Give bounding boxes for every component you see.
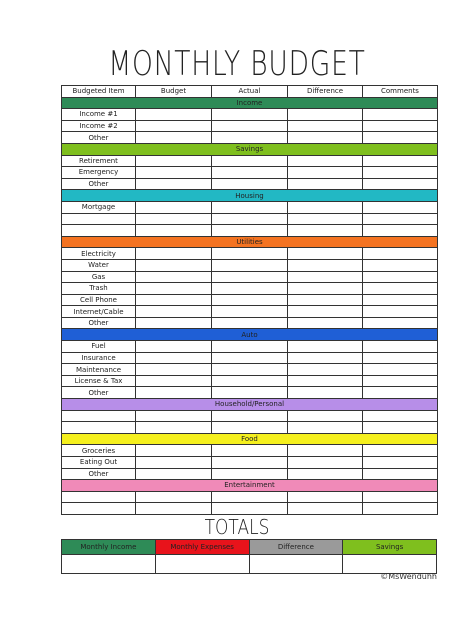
budget-entry-cell[interactable]	[212, 491, 288, 503]
budget-row	[62, 132, 438, 144]
budget-item-label: Other	[62, 178, 136, 190]
budget-entry-cell[interactable]	[363, 468, 438, 480]
budget-item-label: Mortgage	[62, 201, 136, 213]
budget-entry-cell[interactable]	[136, 387, 212, 399]
budget-entry-cell[interactable]	[363, 109, 438, 121]
budget-row	[62, 422, 438, 434]
budget-item-label: Water	[62, 259, 136, 271]
budget-entry-cell[interactable]	[136, 109, 212, 121]
budget-entry-cell[interactable]	[288, 457, 363, 469]
budget-entry-cell[interactable]	[288, 306, 363, 318]
budget-row	[62, 375, 438, 387]
budget-item-label: License & Tax	[62, 375, 136, 387]
budget-entry-cell[interactable]	[136, 167, 212, 179]
budget-entry-cell[interactable]	[288, 283, 363, 295]
budget-entry-cell[interactable]	[363, 201, 438, 213]
budget-entry-cell[interactable]	[363, 120, 438, 132]
credit-text: ©MsWenduhh	[380, 572, 437, 581]
budget-entry-cell[interactable]	[363, 457, 438, 469]
section-header-row	[62, 329, 438, 341]
section-header-row	[62, 399, 438, 411]
budget-row	[62, 387, 438, 399]
budget-entry-cell[interactable]	[212, 109, 288, 121]
budget-entry-cell[interactable]	[363, 375, 438, 387]
budget-item-label	[62, 213, 136, 225]
column-header: Difference	[288, 86, 363, 98]
budget-entry-cell[interactable]	[212, 283, 288, 295]
budget-entry-cell[interactable]	[212, 503, 288, 515]
section-header-row	[62, 97, 438, 109]
budget-entry-cell[interactable]	[212, 213, 288, 225]
budget-entry-cell[interactable]	[288, 364, 363, 376]
budget-row	[62, 225, 438, 237]
budget-entry-cell[interactable]	[212, 468, 288, 480]
page-title: MONTHLY BUDGET	[108, 44, 366, 84]
totals-header-difference: Difference	[249, 540, 343, 555]
section-header: Household/Personal	[62, 399, 438, 411]
budget-row	[62, 213, 438, 225]
budget-entry-cell[interactable]	[288, 155, 363, 167]
budget-entry-cell[interactable]	[212, 259, 288, 271]
budget-entry-cell[interactable]	[212, 225, 288, 237]
budget-row	[62, 248, 438, 260]
budget-entry-cell[interactable]	[288, 445, 363, 457]
budget-entry-cell[interactable]	[136, 120, 212, 132]
budget-entry-cell[interactable]	[212, 387, 288, 399]
totals-title: TOTALS	[204, 515, 270, 539]
budget-row	[62, 120, 438, 132]
budget-entry-cell[interactable]	[212, 120, 288, 132]
section-header: Entertainment	[62, 480, 438, 492]
budget-item-label: Other	[62, 387, 136, 399]
budget-entry-cell[interactable]	[136, 259, 212, 271]
budget-item-label: Emergency	[62, 167, 136, 179]
budget-entry-cell[interactable]	[363, 364, 438, 376]
budget-entry-cell[interactable]	[288, 341, 363, 353]
budget-entry-cell[interactable]	[288, 294, 363, 306]
budget-item-label: Maintenance	[62, 364, 136, 376]
budget-entry-cell[interactable]	[288, 317, 363, 329]
budget-entry-cell[interactable]	[136, 317, 212, 329]
budget-entry-cell[interactable]	[136, 375, 212, 387]
budget-entry-cell[interactable]	[136, 132, 212, 144]
budget-entry-cell[interactable]	[136, 248, 212, 260]
totals-value-row	[62, 555, 437, 574]
budget-entry-cell[interactable]	[136, 491, 212, 503]
budget-entry-cell[interactable]	[288, 213, 363, 225]
budget-entry-cell[interactable]	[212, 271, 288, 283]
budget-row	[62, 259, 438, 271]
budget-row	[62, 341, 438, 353]
budget-entry-cell[interactable]	[288, 491, 363, 503]
section-header-row	[62, 480, 438, 492]
budget-item-label	[62, 491, 136, 503]
budget-entry-cell[interactable]	[212, 341, 288, 353]
budget-row	[62, 178, 438, 190]
totals-header-income: Monthly Income	[62, 540, 156, 555]
budget-entry-cell[interactable]	[288, 120, 363, 132]
budget-item-label: Groceries	[62, 445, 136, 457]
budget-row	[62, 410, 438, 422]
budget-row	[62, 201, 438, 213]
section-header: Utilities	[62, 236, 438, 248]
budget-entry-cell[interactable]	[363, 306, 438, 318]
budget-entry-cell[interactable]	[136, 503, 212, 515]
budget-entry-cell[interactable]	[288, 503, 363, 515]
budget-entry-cell[interactable]	[363, 283, 438, 295]
budget-entry-cell[interactable]	[136, 341, 212, 353]
budget-entry-cell[interactable]	[212, 178, 288, 190]
section-header-row	[62, 190, 438, 202]
budget-item-label: Cell Phone	[62, 294, 136, 306]
budget-entry-cell[interactable]	[212, 364, 288, 376]
budget-entry-cell[interactable]	[363, 132, 438, 144]
budget-entry-cell[interactable]	[212, 306, 288, 318]
budget-item-label: Internet/Cable	[62, 306, 136, 318]
budget-entry-cell[interactable]	[363, 387, 438, 399]
budget-entry-cell[interactable]	[363, 167, 438, 179]
budget-entry-cell[interactable]	[212, 132, 288, 144]
budget-item-label: Other	[62, 317, 136, 329]
budget-entry-cell[interactable]	[288, 178, 363, 190]
budget-entry-cell[interactable]	[363, 503, 438, 515]
budget-entry-cell[interactable]	[212, 352, 288, 364]
totals-value-savings[interactable]	[343, 555, 437, 574]
budget-entry-cell[interactable]	[363, 155, 438, 167]
column-header: Budgeted Item	[62, 86, 136, 98]
totals-value-income[interactable]	[62, 555, 156, 574]
budget-item-label	[62, 410, 136, 422]
budget-entry-cell[interactable]	[288, 225, 363, 237]
budget-item-label: Other	[62, 468, 136, 480]
budget-entry-cell[interactable]	[212, 167, 288, 179]
budget-row	[62, 283, 438, 295]
budget-entry-cell[interactable]	[212, 248, 288, 260]
column-header-row	[62, 86, 438, 98]
budget-row	[62, 468, 438, 480]
budget-entry-cell[interactable]	[363, 271, 438, 283]
totals-header-row	[62, 540, 437, 555]
budget-entry-cell[interactable]	[212, 422, 288, 434]
column-header: Actual	[212, 86, 288, 98]
budget-entry-cell[interactable]	[212, 201, 288, 213]
budget-entry-cell[interactable]	[136, 213, 212, 225]
budget-entry-cell[interactable]	[288, 109, 363, 121]
budget-entry-cell[interactable]	[363, 317, 438, 329]
budget-entry-cell[interactable]	[363, 225, 438, 237]
budget-entry-cell[interactable]	[363, 248, 438, 260]
section-header-row	[62, 143, 438, 155]
budget-entry-cell[interactable]	[136, 201, 212, 213]
budget-entry-cell[interactable]	[136, 271, 212, 283]
budget-entry-cell[interactable]	[363, 491, 438, 503]
budget-item-label: Electricity	[62, 248, 136, 260]
budget-entry-cell[interactable]	[212, 375, 288, 387]
budget-row	[62, 271, 438, 283]
budget-entry-cell[interactable]	[288, 271, 363, 283]
budget-entry-cell[interactable]	[363, 294, 438, 306]
budget-row	[62, 352, 438, 364]
section-header: Auto	[62, 329, 438, 341]
budget-entry-cell[interactable]	[288, 167, 363, 179]
budget-entry-cell[interactable]	[136, 468, 212, 480]
budget-item-label	[62, 503, 136, 515]
budget-entry-cell[interactable]	[212, 445, 288, 457]
budget-entry-cell[interactable]	[363, 341, 438, 353]
budget-entry-cell[interactable]	[363, 422, 438, 434]
budget-item-label: Income #1	[62, 109, 136, 121]
budget-entry-cell[interactable]	[212, 457, 288, 469]
budget-entry-cell[interactable]	[136, 283, 212, 295]
budget-entry-cell[interactable]	[288, 387, 363, 399]
budget-entry-cell[interactable]	[288, 259, 363, 271]
budget-entry-cell[interactable]	[288, 201, 363, 213]
budget-row	[62, 457, 438, 469]
budget-entry-cell[interactable]	[288, 468, 363, 480]
column-header: Budget	[136, 86, 212, 98]
section-header: Food	[62, 433, 438, 445]
budget-item-label: Fuel	[62, 341, 136, 353]
totals-value-expenses[interactable]	[155, 555, 249, 574]
budget-item-label	[62, 225, 136, 237]
budget-entry-cell[interactable]	[136, 294, 212, 306]
totals-header-expenses: Monthly Expenses	[155, 540, 249, 555]
budget-entry-cell[interactable]	[363, 352, 438, 364]
budget-entry-cell[interactable]	[363, 213, 438, 225]
totals-value-difference[interactable]	[249, 555, 343, 574]
section-header-row	[62, 236, 438, 248]
budget-entry-cell[interactable]	[136, 364, 212, 376]
budget-entry-cell[interactable]	[136, 306, 212, 318]
budget-entry-cell[interactable]	[136, 457, 212, 469]
budget-entry-cell[interactable]	[363, 259, 438, 271]
budget-entry-cell[interactable]	[136, 422, 212, 434]
budget-entry-cell[interactable]	[136, 352, 212, 364]
budget-entry-cell[interactable]	[363, 445, 438, 457]
column-header: Comments	[363, 86, 438, 98]
budget-entry-cell[interactable]	[288, 410, 363, 422]
budget-item-label: Other	[62, 132, 136, 144]
budget-item-label: Insurance	[62, 352, 136, 364]
budget-row	[62, 317, 438, 329]
budget-item-label: Trash	[62, 283, 136, 295]
budget-entry-cell[interactable]	[288, 132, 363, 144]
budget-entry-cell[interactable]	[363, 178, 438, 190]
budget-row	[62, 294, 438, 306]
budget-item-label: Retirement	[62, 155, 136, 167]
budget-entry-cell[interactable]	[136, 225, 212, 237]
budget-entry-cell[interactable]	[288, 248, 363, 260]
budget-item-label: Gas	[62, 271, 136, 283]
budget-row	[62, 109, 438, 121]
budget-entry-cell[interactable]	[288, 375, 363, 387]
budget-entry-cell[interactable]	[212, 155, 288, 167]
totals-header-savings: Savings	[343, 540, 437, 555]
section-header: Savings	[62, 143, 438, 155]
budget-entry-cell[interactable]	[288, 352, 363, 364]
budget-entry-cell[interactable]	[136, 445, 212, 457]
budget-row	[62, 445, 438, 457]
budget-row	[62, 364, 438, 376]
budget-entry-cell[interactable]	[288, 422, 363, 434]
budget-entry-cell[interactable]	[363, 410, 438, 422]
budget-item-label	[62, 422, 136, 434]
budget-row	[62, 167, 438, 179]
budget-entry-cell[interactable]	[136, 410, 212, 422]
budget-row	[62, 503, 438, 515]
budget-entry-cell[interactable]	[136, 178, 212, 190]
budget-table	[61, 85, 438, 515]
budget-entry-cell[interactable]	[212, 317, 288, 329]
section-header: Income	[62, 97, 438, 109]
budget-entry-cell[interactable]	[136, 155, 212, 167]
budget-entry-cell[interactable]	[212, 410, 288, 422]
budget-item-label: Eating Out	[62, 457, 136, 469]
budget-item-label: Income #2	[62, 120, 136, 132]
budget-entry-cell[interactable]	[212, 294, 288, 306]
budget-row	[62, 306, 438, 318]
section-header: Housing	[62, 190, 438, 202]
section-header-row	[62, 433, 438, 445]
budget-row	[62, 155, 438, 167]
budget-row	[62, 491, 438, 503]
totals-table	[61, 539, 437, 574]
